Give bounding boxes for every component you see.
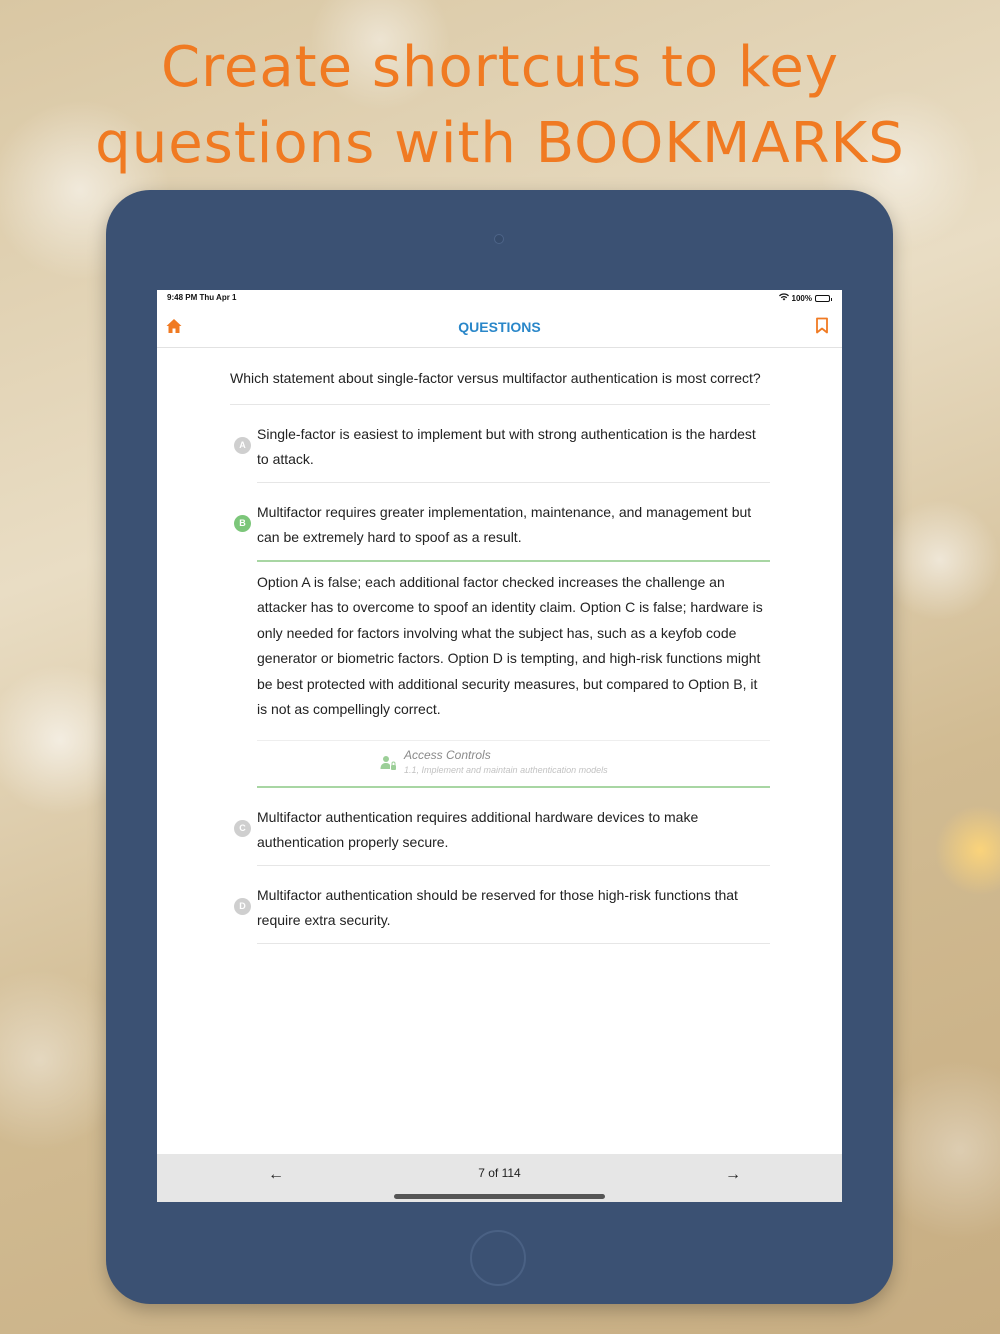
status-right bbox=[779, 293, 830, 303]
explanation bbox=[230, 562, 770, 788]
option-d-text: Multifactor authentication should be reserved for those high-risk functions that require extra security. bbox=[257, 866, 770, 944]
previous-arrow-icon[interactable]: ← bbox=[268, 1166, 284, 1183]
option-a-text: Single-factor is easiest to implement but with strong authentication is the hardest to attack. bbox=[257, 405, 770, 483]
topic-subtitle: 1.1, Implement and maintain authentication models bbox=[404, 764, 608, 775]
status-time: 9:48 PM Thu Apr 1 bbox=[167, 293, 237, 302]
option-d-badge: D bbox=[234, 898, 251, 915]
option-b[interactable] bbox=[230, 483, 770, 562]
bottom-toolbar bbox=[157, 1154, 842, 1202]
option-c-badge: C bbox=[234, 820, 251, 837]
option-d[interactable] bbox=[230, 866, 770, 944]
camera bbox=[494, 234, 504, 244]
headline-line-2: questions with BOOKMARKS bbox=[95, 111, 905, 176]
headline-line-1: Create shortcuts to key bbox=[160, 35, 840, 100]
question-content bbox=[230, 366, 770, 944]
page-counter: 7 of 114 bbox=[478, 1166, 521, 1180]
battery-percent: 100% bbox=[791, 293, 812, 303]
battery-icon bbox=[815, 295, 830, 302]
user-lock-icon bbox=[379, 754, 397, 772]
wifi-icon bbox=[779, 293, 789, 303]
explanation-text: Option A is false; each additional factor checked increases the challenge an attacker has to overcome to spoof an identity claim. Option C is false; hardware is only needed for factors involving what the subject has, such as a keyfob code generator or biometric factors. Option D is tempting, and high-risk functions might be best protected with additional security measures, but compared to Option B, it is not as compellingly correct. bbox=[257, 570, 770, 741]
headline bbox=[0, 30, 1000, 182]
option-b-text: Multifactor requires greater implementation, maintenance, and management but can be extremely hard to spoof as a result. bbox=[257, 483, 770, 562]
tablet-frame bbox=[106, 190, 893, 1304]
page-title: QUESTIONS bbox=[458, 319, 541, 335]
option-c-text: Multifactor authentication requires additional hardware devices to make authentication properly secure. bbox=[257, 788, 770, 866]
option-c[interactable] bbox=[230, 788, 770, 866]
nav-bar bbox=[157, 304, 842, 348]
status-bar bbox=[157, 290, 842, 304]
option-a-badge: A bbox=[234, 437, 251, 454]
option-a[interactable] bbox=[230, 405, 770, 483]
next-arrow-icon[interactable]: → bbox=[725, 1166, 741, 1183]
topic-name: Access Controls bbox=[404, 747, 491, 762]
option-b-badge: B bbox=[234, 515, 251, 532]
device-home-button[interactable] bbox=[470, 1230, 526, 1286]
question-text: Which statement about single-factor versus multifactor authentication is most correct? bbox=[230, 366, 770, 405]
app-screen bbox=[157, 290, 842, 1202]
topic-tag bbox=[257, 741, 770, 788]
bookmark-icon[interactable] bbox=[815, 317, 829, 334]
home-indicator[interactable] bbox=[394, 1194, 605, 1199]
